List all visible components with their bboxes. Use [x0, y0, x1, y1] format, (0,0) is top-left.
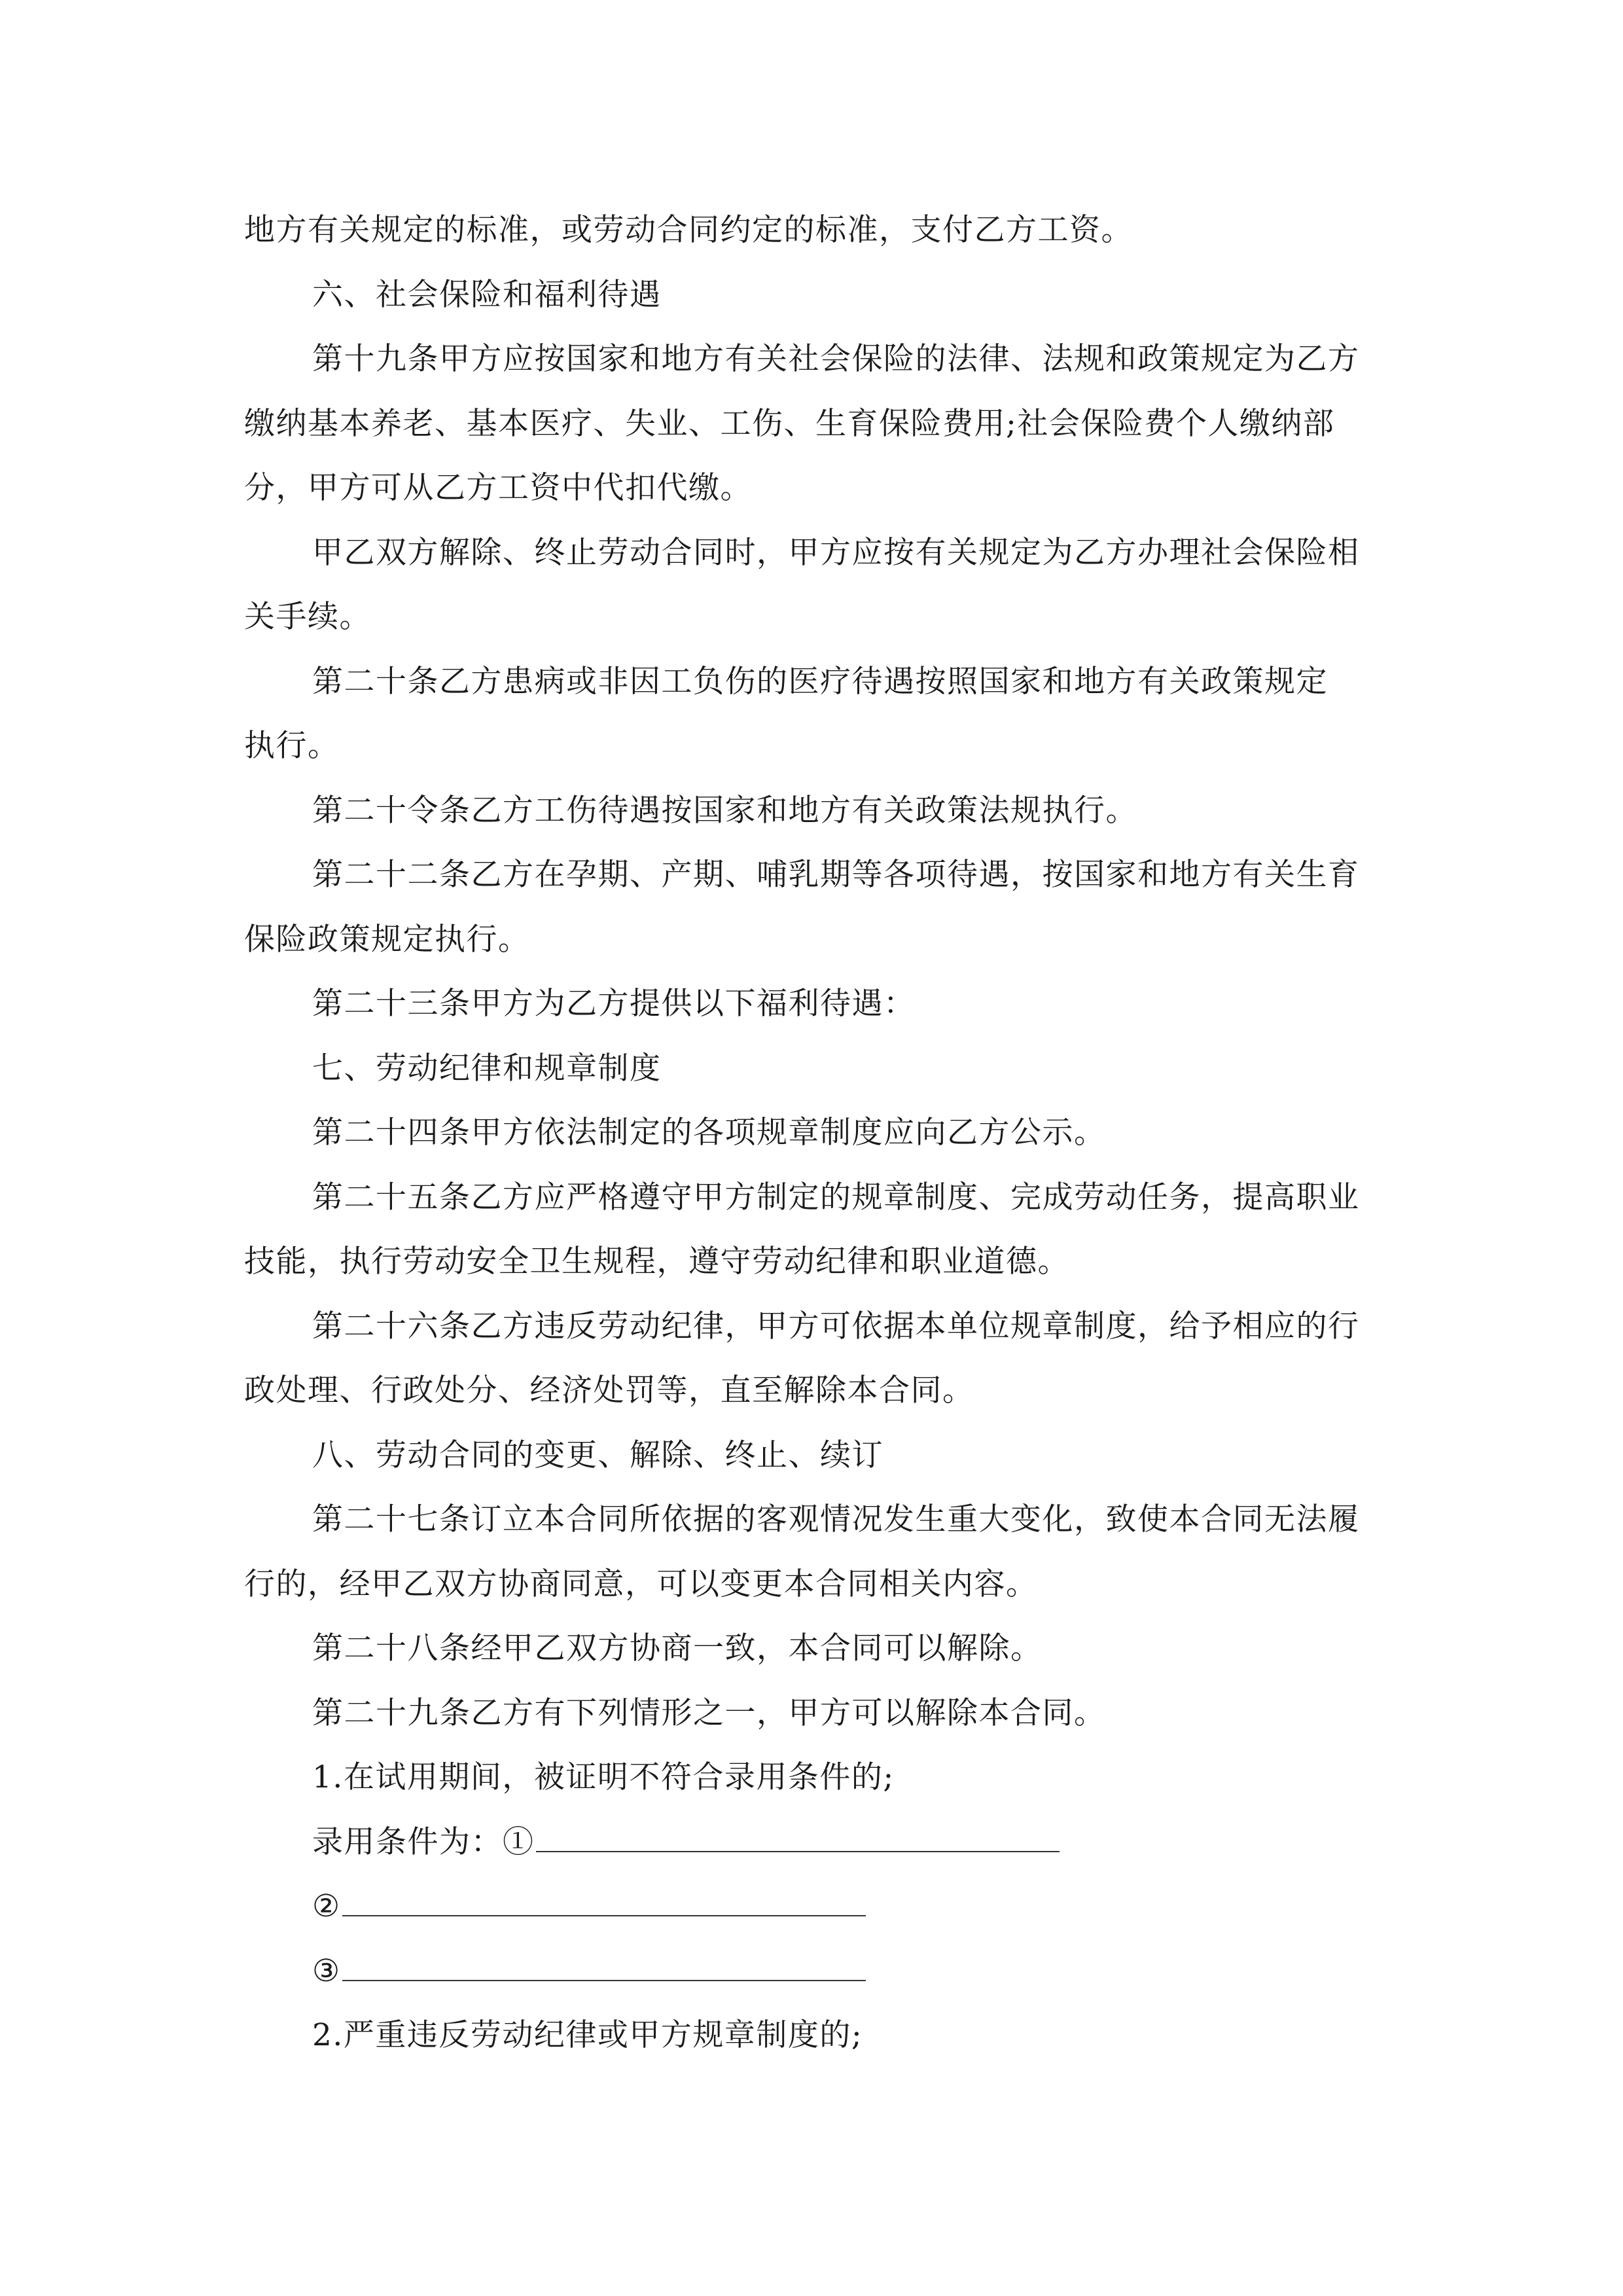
text-line: 执行。 [244, 728, 340, 764]
text-line: 第二十五条乙方应严格遵守甲方制定的规章制度、完成劳动任务，提高职业 [312, 1179, 1360, 1215]
text-line: 缴纳基本养老、基本医疗、失业、工伤、生育保险费用;社会保险费个人缴纳部 [244, 405, 1335, 442]
text-line: 政处理、行政处分、经济处罚等，直至解除本合同。 [244, 1372, 974, 1408]
hiring-condition-2 [244, 1874, 1379, 1939]
section-heading-6: 六、社会保险和福利待遇 [312, 276, 662, 313]
text-line: 第十九条甲方应按国家和地方有关社会保险的法律、法规和政策规定为乙方 [312, 341, 1360, 377]
fill-in-blank-3[interactable] [342, 1941, 866, 1981]
text-line: 第二十四条甲方依法制定的各项规章制度应向乙方公示。 [312, 1115, 1106, 1151]
text-line: 地方有关规定的标准，或劳动合同约定的标准，支付乙方工资。 [244, 212, 1133, 248]
circled-number-2: ② [312, 1888, 341, 1924]
text-line: 保险政策规定执行。 [244, 921, 530, 958]
text-line: 关手续。 [244, 599, 371, 635]
text-line: 技能，执行劳动安全卫生规程，遵守劳动纪律和职业道德。 [244, 1244, 1069, 1280]
hiring-condition-1 [244, 1810, 1379, 1875]
text-line: 第二十八条经甲乙双方协商一致，本合同可以解除。 [312, 1630, 1043, 1666]
hiring-condition-3 [244, 1939, 1379, 2004]
fill-in-blank-2[interactable] [342, 1876, 866, 1916]
contract-text [244, 198, 1379, 2068]
list-item-1: 1.在试用期间，被证明不符合录用条件的; [312, 1759, 895, 1795]
text-line: 甲乙双方解除、终止劳动合同时，甲方应按有关规定为乙方办理社会保险相 [312, 534, 1360, 571]
text-line: 第二十七条订立本合同所依据的客观情况发生重大变化，致使本合同无法履 [312, 1501, 1360, 1537]
circled-number-3: ③ [312, 1952, 341, 1989]
list-item-2: 2.严重违反劳动纪律或甲方规章制度的; [312, 2017, 863, 2053]
section-heading-8: 八、劳动合同的变更、解除、终止、续订 [312, 1437, 883, 1473]
hiring-condition-label: 录用条件为：① [312, 1823, 535, 1860]
text-line: 第二十条乙方患病或非因工负伤的医疗待遇按照国家和地方有关政策规定 [312, 663, 1328, 700]
text-line: 第二十六条乙方违反劳动纪律，甲方可依据本单位规章制度，给予相应的行 [312, 1308, 1360, 1344]
text-line: 行的，经甲乙双方协商同意，可以变更本合同相关内容。 [244, 1566, 1038, 1602]
text-line: 第二十二条乙方在孕期、产期、哺乳期等各项待遇，按国家和地方有关生育 [312, 857, 1360, 893]
text-line: 第二十三条甲方为乙方提供以下福利待遇： [312, 986, 916, 1022]
text-line: 第二十九条乙方有下列情形之一，甲方可以解除本合同。 [312, 1695, 1106, 1731]
fill-in-blank-1[interactable] [536, 1812, 1060, 1852]
text-line: 第二十令条乙方工伤待遇按国家和地方有关政策法规执行。 [312, 792, 1137, 829]
text-line: 分，甲方可从乙方工资中代扣代缴。 [244, 470, 752, 506]
section-heading-7: 七、劳动纪律和规章制度 [312, 1050, 662, 1086]
